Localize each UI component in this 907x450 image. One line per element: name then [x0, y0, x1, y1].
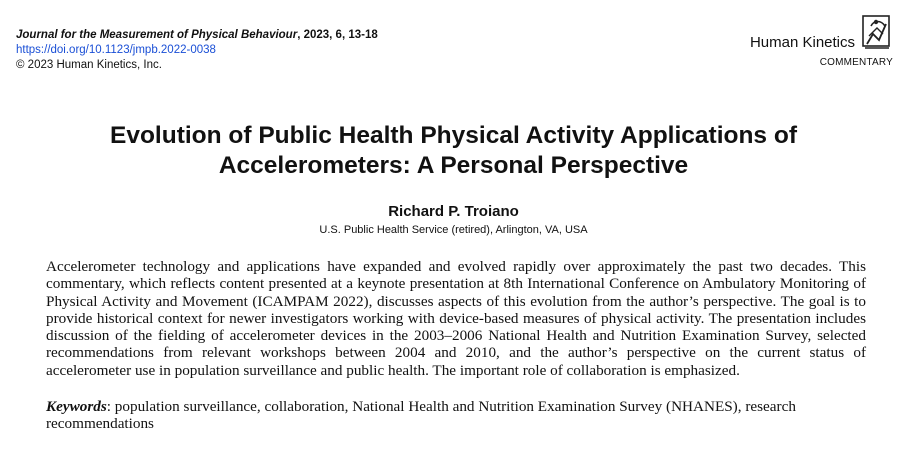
journal-citation-line [16, 28, 378, 43]
citation-block [16, 28, 378, 73]
keywords-list: population surveillance, collaboration, National Health and Nutrition Examination Survey (NHANES), research recommendations [46, 398, 796, 433]
journal-volume-pages: , 2023, 6, 13-18 [297, 29, 378, 41]
keywords-label: Keywords [46, 398, 107, 415]
copyright-notice: © 2023 Human Kinetics, Inc. [16, 59, 162, 71]
abstract-text: Accelerometer technology and applications have expanded and evolved rapidly over approximately the past two decades. This commentary, which reflects content presented at a keynote presentation at 8th International Conference on Ambulatory Monitoring of Physical Activity and Movement (ICAMPAM 2022), discusses aspects of this evolution from the author’s perspective. The goal is to provide historical context for newer investigators working with device-based measures of physical activity. The presentation includes discussion of the fielding of accelerometer devices in the 2003–2006 National Health and Nutrition Examination Survey, selected recommendations from relevant workshops between 2004 and 2010, and the author’s perspective on the current status of accelerometer use in population surveillance and public health. The important role of collaboration is emphasized. [46, 258, 866, 379]
publisher-block [693, 14, 893, 70]
human-kinetics-logo-icon [859, 14, 893, 50]
article-title-line-2: Accelerometers: A Personal Perspective [218, 152, 689, 179]
article-type-label: COMMENTARY [819, 57, 893, 68]
article-title-line-1: Evolution of Public Health Physical Activity Applications of [109, 122, 797, 149]
author-name: Richard P. Troiano [388, 203, 519, 220]
article-title [0, 121, 907, 181]
keywords-colon: : [106, 398, 111, 415]
keywords-block [46, 398, 866, 433]
journal-name: Journal for the Measurement of Physical Behaviour [16, 29, 298, 41]
doi-link[interactable]: https://doi.org/10.1123/jmpb.2022-0038 [16, 44, 216, 56]
author-affiliation: U.S. Public Health Service (retired), Arlington, VA, USA [319, 224, 588, 236]
publisher-name: Human Kinetics [749, 34, 855, 51]
